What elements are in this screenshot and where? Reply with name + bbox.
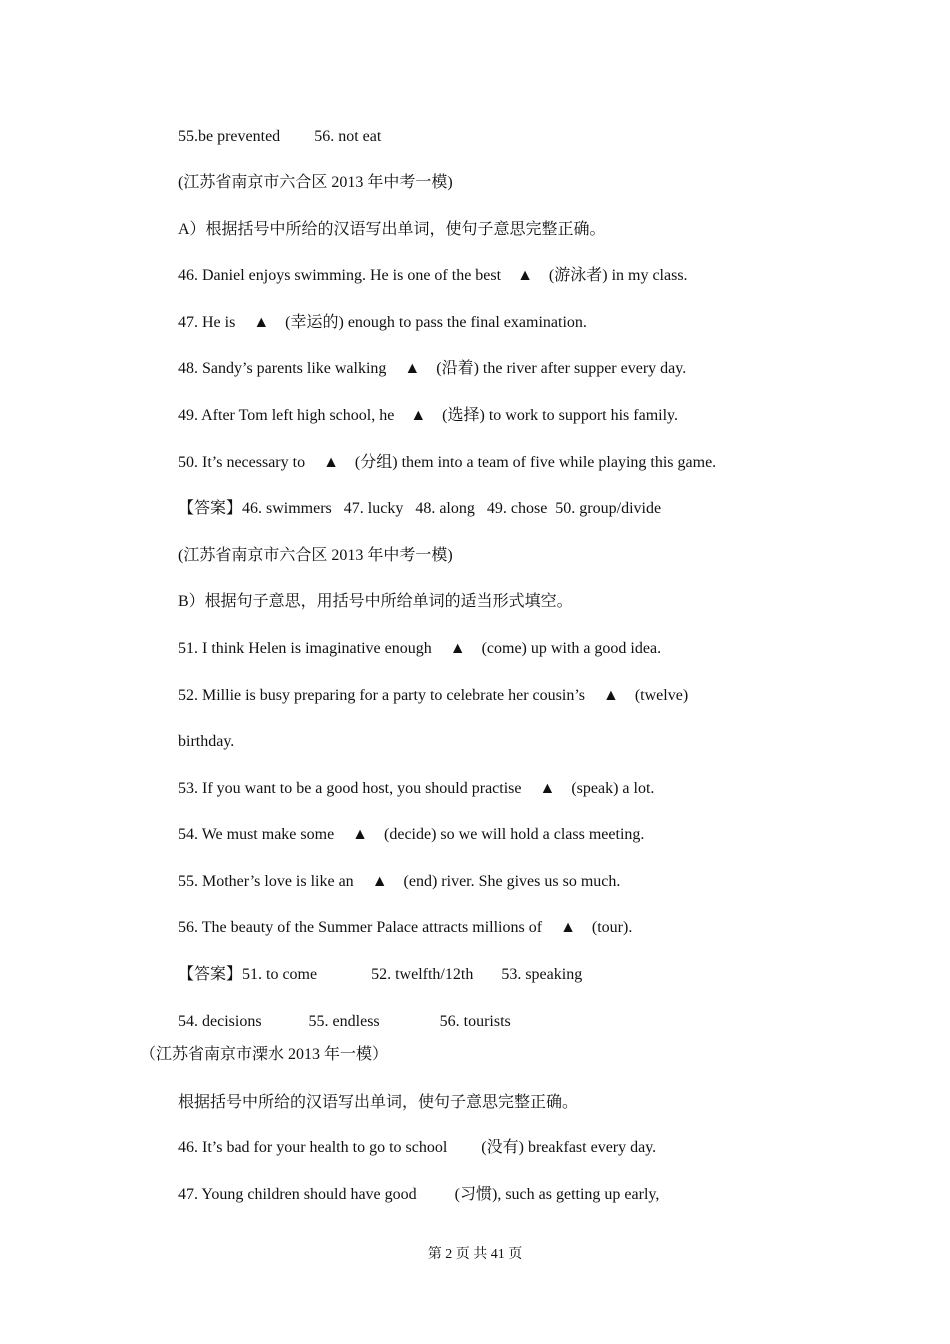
- text-segment: 52. Millie is busy preparing for a party to celebrate her cousin’s: [178, 687, 585, 704]
- blank-marker: ▲: [449, 640, 466, 657]
- question-48: [178, 359, 686, 379]
- question-46: [178, 266, 688, 286]
- text-segment: 49. After Tom left high school, he: [178, 407, 395, 424]
- text-segment: 47. He is: [178, 314, 236, 331]
- text-segment: (end) river. She gives us so much.: [403, 873, 621, 890]
- text-segment: 52. twelfth/12th: [371, 966, 474, 983]
- text-segment: 55.be prevented: [178, 128, 281, 145]
- text-segment: 56. tourists: [439, 1013, 511, 1030]
- text-segment: (习惯), such as getting up early,: [454, 1186, 660, 1203]
- blank-marker: ▲: [603, 687, 619, 704]
- text-segment: 51. I think Helen is imaginative enough: [178, 640, 432, 657]
- source-note: （江苏省南京市溧水 2013 年一模）: [140, 1046, 389, 1063]
- blank-marker: ▲: [323, 454, 339, 471]
- text-segment: 56. The beauty of the Summer Palace attracts millions of: [178, 919, 543, 936]
- question-55: [178, 872, 620, 892]
- text-segment: 【答案】51. to come: [178, 966, 318, 983]
- blank-marker: ▲: [253, 314, 270, 331]
- text-segment: (tour).: [591, 919, 633, 936]
- text-segment: (幸运的) enough to pass the final examination.: [285, 314, 587, 331]
- text-segment: 56. not eat: [314, 128, 382, 145]
- text-segment: (没有) breakfast every day.: [481, 1139, 657, 1156]
- text-segment: 54. decisions: [178, 1013, 262, 1030]
- text-segment: 48. Sandy’s parents like walking: [178, 360, 387, 377]
- blank-marker: ▲: [560, 919, 576, 936]
- text-segment: (come) up with a good idea.: [481, 640, 662, 657]
- question-47-lishui: [178, 1185, 659, 1205]
- text-segment: 55. Mother’s love is like an: [178, 873, 354, 890]
- section-instruction: 根据括号中所给的汉语写出单词，使句子意思完整正确。: [178, 1094, 579, 1111]
- text-segment: 47. Young children should have good: [178, 1186, 417, 1203]
- source-note: (江苏省南京市六合区 2013 年中考一模): [178, 174, 453, 191]
- text-segment: 53. speaking: [501, 966, 583, 983]
- question-49: [178, 406, 678, 426]
- text-segment: 54. We must make some: [178, 826, 335, 843]
- question-50: [178, 453, 716, 473]
- text-segment: 55. endless: [308, 1013, 380, 1030]
- question-46-lishui: [178, 1138, 656, 1158]
- blank-marker: ▲: [352, 826, 369, 843]
- text-segment: 50. It’s necessary to: [178, 454, 306, 471]
- question-52-continued: birthday.: [178, 733, 235, 750]
- text-segment: (选择) to work to support his family.: [442, 407, 679, 424]
- text-segment: 46. It’s bad for your health to go to school: [178, 1139, 448, 1156]
- question-52: [178, 686, 688, 706]
- page-footer: 第 2 页 共 41 页: [427, 1247, 523, 1262]
- blank-marker: ▲: [517, 267, 533, 284]
- answer-key-b-line-2: [178, 1012, 511, 1032]
- question-51: [178, 639, 661, 659]
- blank-marker: ▲: [371, 873, 388, 890]
- text-segment: 53. If you want to be a good host, you should practise: [178, 780, 522, 797]
- text-segment: (分组) them into a team of five while playing this game.: [354, 454, 717, 471]
- question-56: [178, 918, 632, 938]
- text-segment: (沿着) the river after supper every day.: [436, 360, 687, 377]
- text-segment: (twelve): [634, 687, 689, 704]
- answer-key-b-line-1: [178, 965, 582, 985]
- blank-marker: ▲: [410, 407, 427, 424]
- question-47: [178, 313, 587, 333]
- blank-marker: ▲: [404, 360, 421, 377]
- text-segment: (speak) a lot.: [571, 780, 655, 797]
- answer-line-55-56: [178, 127, 381, 147]
- answer-key-a: 【答案】46. swimmers 47. lucky 48. along 49. chose 50. group/divide: [178, 500, 662, 517]
- section-b-instruction: B）根据句子意思，用括号中所给单词的适当形式填空。: [178, 593, 573, 610]
- question-53: [178, 779, 654, 799]
- text-segment: (游泳者) in my class.: [548, 267, 688, 284]
- section-a-instruction: A）根据括号中所给的汉语写出单词，使句子意思完整正确。: [178, 221, 606, 238]
- text-segment: 46. Daniel enjoys swimming. He is one of the best: [178, 267, 502, 284]
- question-54: [178, 825, 644, 845]
- blank-marker: ▲: [539, 780, 556, 797]
- text-segment: (decide) so we will hold a class meeting.: [384, 826, 645, 843]
- source-note: (江苏省南京市六合区 2013 年中考一模): [178, 547, 453, 564]
